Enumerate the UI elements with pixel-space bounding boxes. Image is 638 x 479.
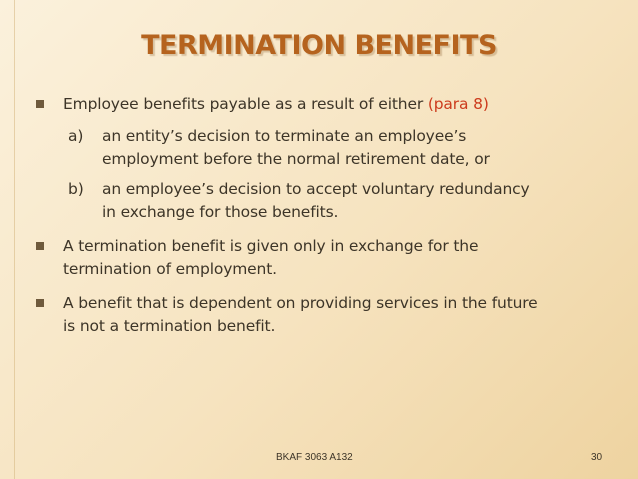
- footer-course-code: BKAF 3063 A132: [276, 452, 353, 463]
- bullet-3-line-1: A benefit that is dependent on providing services in the future: [63, 294, 538, 312]
- sub-item-a-line-1: an entity’s decision to terminate an employee’s: [102, 127, 467, 145]
- para-reference: (para 8): [427, 95, 489, 113]
- bullet-1-text: [63, 94, 489, 115]
- bullet-square-icon: [36, 242, 44, 250]
- bullet-1-main-text: Employee benefits payable as a result of either: [63, 95, 428, 113]
- bullet-2-line-2: termination of employment.: [63, 260, 277, 278]
- bullet-square-icon: [36, 100, 44, 108]
- bullet-square-icon: [36, 299, 44, 307]
- bullet-2-line-1: A termination benefit is given only in exchange for the: [63, 237, 479, 255]
- sub-item-a-marker: a): [68, 127, 84, 145]
- sub-item-b-marker: b): [68, 180, 84, 198]
- sub-item-b-line-2: in exchange for those benefits.: [102, 203, 339, 221]
- slide-title: TERMINATION BENEFITS: [141, 30, 497, 61]
- decorative-rule: [14, 0, 15, 479]
- footer-page-number: 30: [591, 452, 603, 463]
- sub-item-a-line-2: employment before the normal retirement date, or: [102, 150, 490, 168]
- sub-item-b-line-1: an employee’s decision to accept voluntary redundancy: [102, 180, 530, 198]
- bullet-3-line-2: is not a termination benefit.: [63, 317, 276, 335]
